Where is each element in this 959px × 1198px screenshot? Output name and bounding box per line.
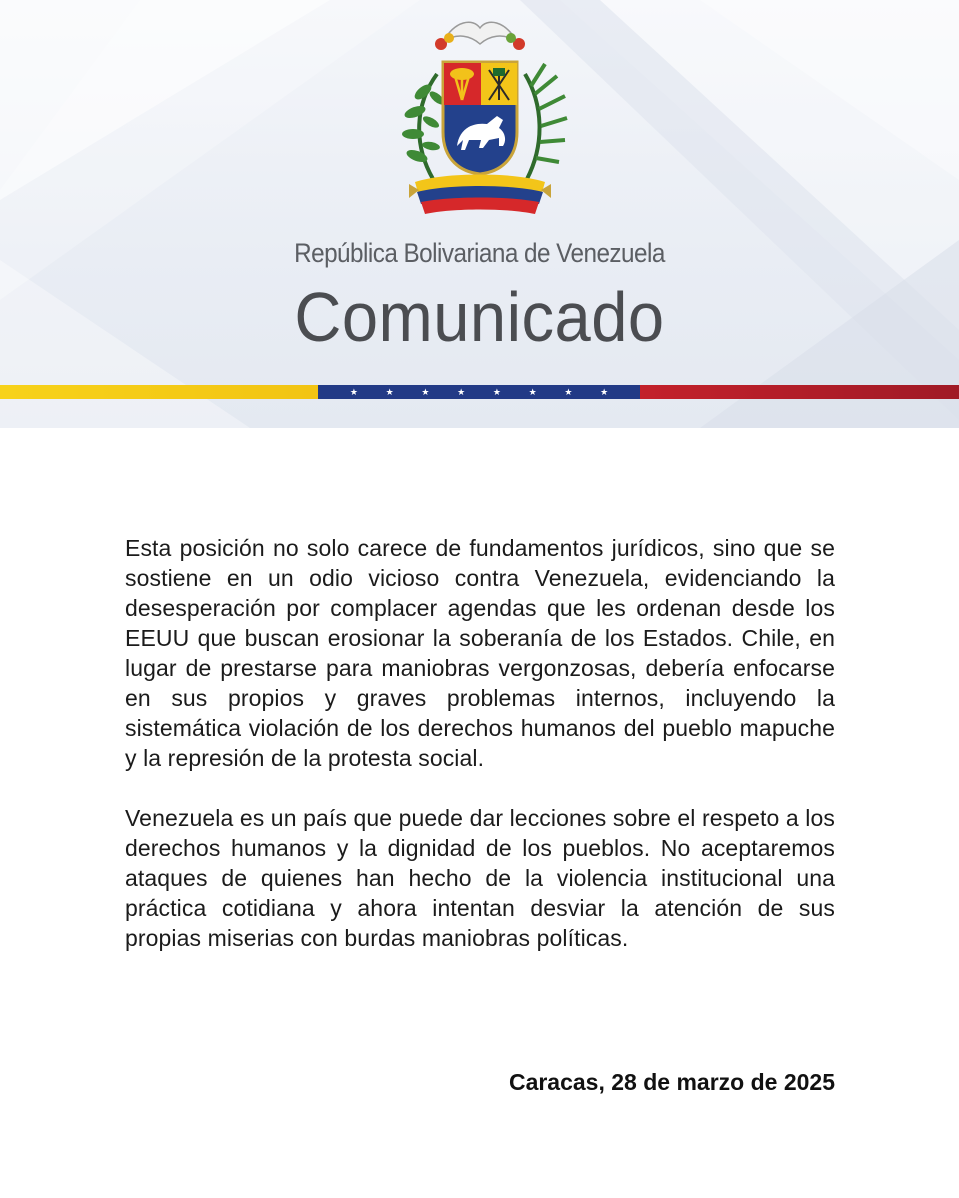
country-name: República Bolivariana de Venezuela: [294, 238, 665, 268]
star-icon: ★: [528, 387, 537, 397]
flag-stripe-yellow: [0, 385, 318, 399]
flag-stripe: [0, 385, 959, 399]
body-paragraph: Esta posición no solo carece de fundamentos jurídicos, sino que se sostiene en un odio vicioso contra Venezuela, evidenciando la desesperación por complacer agendas que les ordenan desde los EEUU que buscan erosionar la soberanía de los Estados. Chile, en lugar de prestarse para maniobras vergonzosas, debería enfocarse en sus propios y graves problemas internos, incluyendo la sistemática violación de los derechos humanos del pueblo mapuche y la represión de la protesta social.: [125, 535, 835, 771]
flag-stripe-blue: [318, 385, 640, 399]
body-paragraph: Venezuela es un país que puede dar lecciones sobre el respeto a los derechos humanos y la dignidad de los pueblos. No aceptaremos ataques de quienes han hecho de la violencia institucional una práctica cotidiana y ahora intentan desviar la atención de sus propias miserias con burdas maniobras políticas.: [125, 805, 835, 951]
flag-stripe-red: [640, 385, 959, 399]
communique-body: [125, 533, 835, 983]
place-and-date: Caracas, 28 de marzo de 2025: [508, 1069, 835, 1095]
communique-header: [0, 0, 959, 428]
star-icon: ★: [385, 387, 394, 397]
star-icon: ★: [492, 387, 501, 397]
page-title: Comunicado: [294, 278, 665, 356]
star-icon: ★: [564, 387, 573, 397]
star-icon: ★: [421, 387, 430, 397]
star-icon: ★: [349, 387, 358, 397]
venezuela-coat-of-arms-icon: [385, 14, 575, 226]
star-icon: ★: [600, 387, 609, 397]
star-icon: ★: [457, 387, 466, 397]
